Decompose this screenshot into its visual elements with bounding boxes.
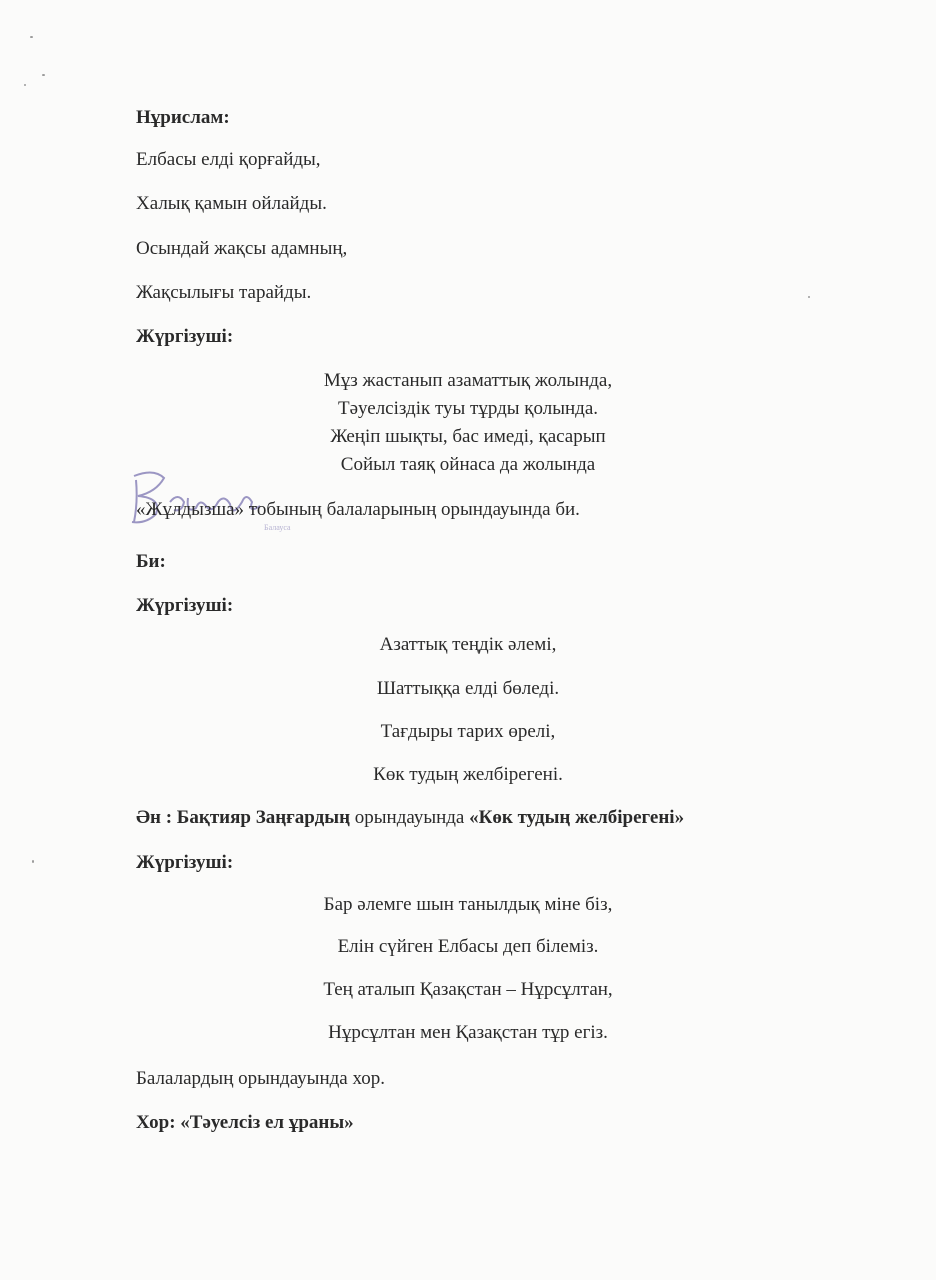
intro-poem-line: Осындай жақсы адамның, — [136, 238, 348, 259]
poem1-line: Тәуелсіздік туы тұрды қолында. — [337, 398, 599, 419]
poem3-line: Нұрсұлтан мен Қазақстан тұр егіз. — [328, 1022, 608, 1043]
dance-label: Би: — [136, 551, 166, 572]
scan-speck — [30, 36, 33, 38]
intro-poem-line: Халық қамын ойлайды. — [136, 193, 327, 214]
poem2-line: Көк тудың желбірегені. — [373, 764, 563, 785]
presenter-label: Жүргізуші: — [136, 326, 234, 347]
intro-poem-line: Елбасы елді қорғайды, — [136, 149, 321, 170]
poem2-line: Азаттық теңдік әлемі, — [379, 634, 557, 655]
poem1-line: Мұз жастанып азаматтық жолында, — [323, 370, 613, 391]
group-name: «Жұлдызша» — [136, 499, 245, 520]
scan-speck — [808, 296, 810, 298]
stamp-caption: Балауса — [264, 523, 291, 532]
choir-intro: Балалардың орындауында хор. — [136, 1068, 385, 1089]
presenter-label: Жүргізуші: — [136, 595, 234, 616]
poem3-line: Елін сүйген Елбасы деп білеміз. — [337, 936, 599, 957]
song-title: «Көк тудың желбірегені» — [469, 807, 685, 828]
poem3-line: Бар әлемге шын танылдық міне біз, — [323, 894, 613, 915]
poem1-line: Сойыл таяқ ойнаса да жолында — [340, 454, 596, 475]
intro-poem-line: Жақсылығы тарайды. — [136, 282, 312, 303]
poem3-line: Тең аталып Қазақстан – Нұрсұлтан, — [323, 979, 613, 1000]
presenter-label: Жүргізуші: — [136, 852, 234, 873]
poem2-line: Тағдыры тарих өрелі, — [380, 721, 556, 742]
dance-intro-rest: тобының балаларының орындауында би. — [244, 499, 580, 520]
poem2-line: Шаттыққа елді бөледі. — [376, 678, 560, 699]
speaker-label: Нұрислам: — [136, 107, 230, 128]
choir-title: Хор: «Тәуелсіз ел ұраны» — [136, 1112, 354, 1133]
song-middle: орындауында — [350, 807, 470, 828]
dance-intro — [136, 498, 580, 522]
scan-speck — [42, 74, 45, 76]
song-line — [136, 806, 684, 830]
scan-speck — [24, 84, 26, 86]
scan-speck — [32, 860, 34, 863]
poem1-line: Жеңіп шықты, бас имеді, қасарып — [330, 426, 606, 447]
song-performer: Ән : Бақтияр Заңғардың — [136, 807, 351, 828]
